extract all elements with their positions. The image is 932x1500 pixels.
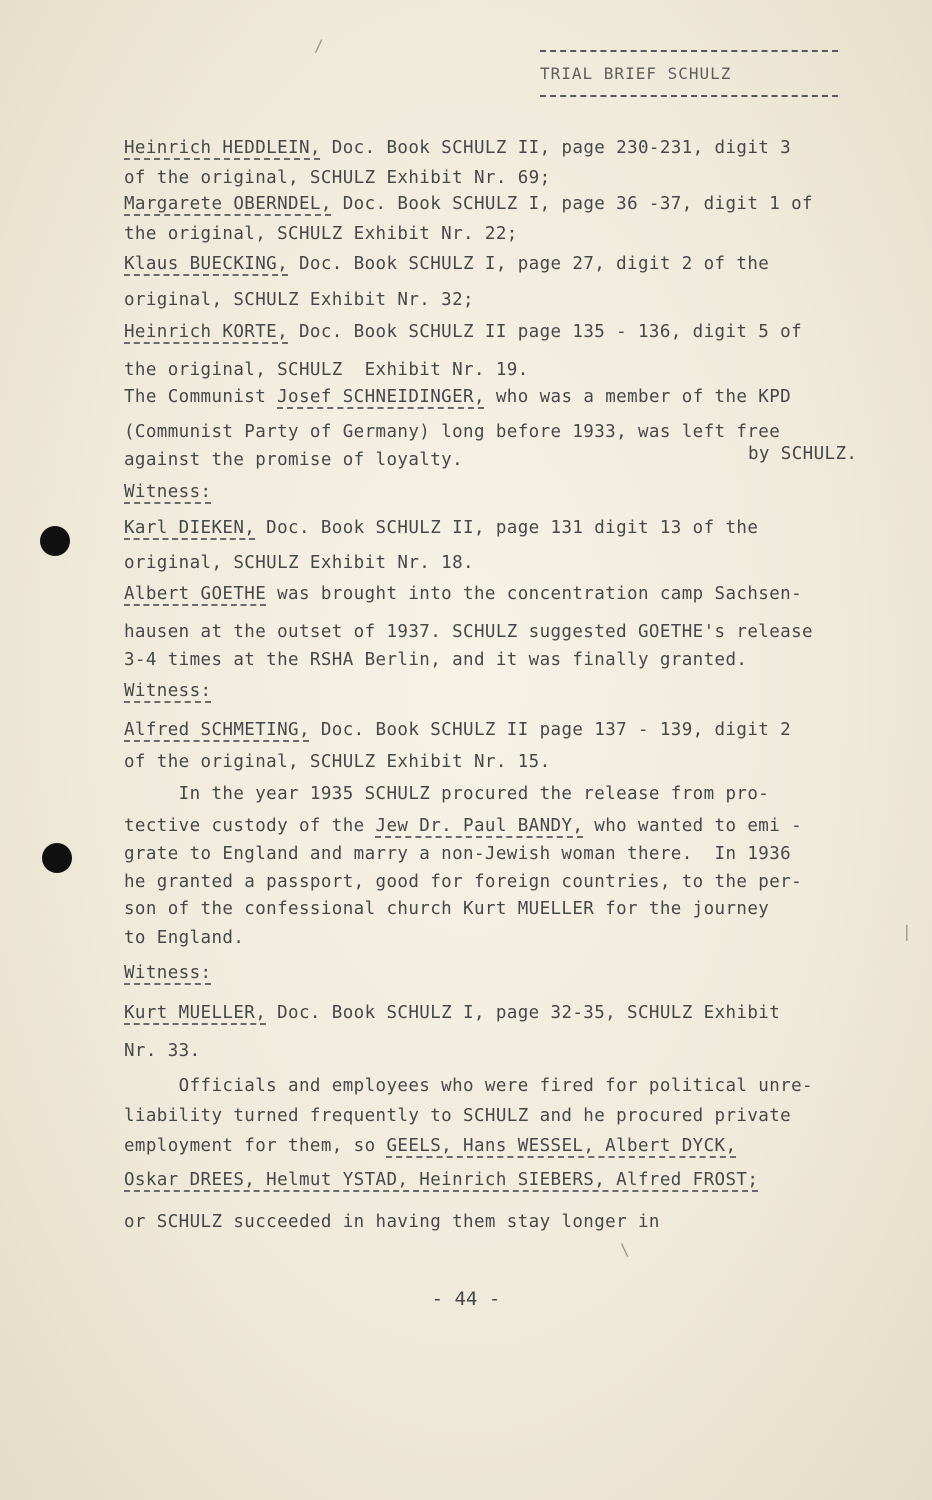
text-line [124, 586, 864, 604]
text-segment: Doc. Book SCHULZ II, page 131 digit 13 of the [255, 518, 759, 538]
underlined-name: Heinrich KORTE, [124, 322, 289, 342]
text-segment: In the year 1935 SCHULZ procured the release from pro- [124, 784, 770, 804]
text-segment: of the original, SCHULZ Exhibit Nr. 69; [124, 168, 551, 188]
text-segment: Doc. Book SCHULZ II page 137 - 139, digit 2 [309, 720, 792, 740]
header-rule-top [540, 50, 838, 52]
text-line [124, 140, 864, 158]
underlined-name: Witness: [124, 681, 212, 701]
text-segment: liability turned frequently to SCHULZ and he procured private [124, 1106, 792, 1126]
pen-mark: / [314, 36, 324, 55]
text-segment: the original, SCHULZ Exhibit Nr. 19. [124, 360, 529, 380]
text-line [124, 624, 864, 642]
underlined-name: Margarete OBERNDEL, [124, 194, 332, 214]
text-line [124, 1005, 864, 1023]
text-line [124, 965, 864, 983]
underlined-name: Witness: [124, 963, 212, 983]
text-segment: original, SCHULZ Exhibit Nr. 18. [124, 553, 474, 573]
text-segment: Doc. Book SCHULZ II page 135 - 136, digit 5 of [288, 322, 803, 342]
pen-mark: \ [620, 1240, 630, 1259]
text-line [124, 683, 864, 701]
text-line [124, 818, 864, 836]
text-segment: Doc. Book SCHULZ I, page 36 -37, digit 1 of [331, 194, 813, 214]
text-segment: or SCHULZ succeeded in having them stay longer in [124, 1212, 660, 1232]
text-line [124, 1214, 864, 1232]
text-line [124, 555, 864, 573]
underlined-name: Witness: [124, 482, 212, 502]
underlined-name: Karl DIEKEN, [124, 518, 256, 538]
text-line [124, 1043, 864, 1061]
text-line [124, 874, 864, 892]
text-segment: employment for them, so [124, 1136, 387, 1156]
underlined-name: Josef SCHNEIDINGER, [277, 387, 485, 407]
text-line [124, 170, 864, 188]
text-segment: Doc. Book SCHULZ II, page 230-231, digit 3 [320, 138, 792, 158]
text-line [124, 324, 864, 342]
text-segment: son of the confessional church Kurt MUELLER for the journey [124, 899, 770, 919]
text-line [124, 424, 864, 442]
header-rule-bottom [540, 95, 838, 97]
underlined-name: Kurt MUELLER, [124, 1003, 267, 1023]
underlined-name: Alfred SCHMETING, [124, 720, 310, 740]
text-segment: Officials and employees who were fired for political unre- [124, 1076, 813, 1096]
underlined-name: Oskar DREES, Helmut YSTAD, Heinrich SIEBERS, Alfred FROST; [124, 1170, 759, 1190]
text-segment: who wanted to emi - [583, 816, 803, 836]
text-segment: original, SCHULZ Exhibit Nr. 32; [124, 290, 474, 310]
text-line [124, 484, 864, 502]
text-segment: Doc. Book SCHULZ I, page 27, digit 2 of the [288, 254, 770, 274]
text-segment: tective custody of the [124, 816, 376, 836]
text-line [124, 362, 864, 380]
text-segment: hausen at the outset of 1937. SCHULZ suggested GOETHE's release [124, 622, 813, 642]
underlined-name: Albert GOETHE [124, 584, 267, 604]
text-segment: the original, SCHULZ Exhibit Nr. 22; [124, 224, 518, 244]
text-segment: against the promise of loyalty. [124, 450, 464, 470]
text-line [124, 1108, 864, 1126]
text-line [124, 722, 864, 740]
text-line [124, 520, 864, 538]
text-segment: was brought into the concentration camp Sachsen- [266, 584, 803, 604]
pen-mark: | [902, 922, 912, 941]
text-line [124, 1172, 864, 1190]
text-segment: Nr. 33. [124, 1041, 201, 1061]
underlined-name: GEELS, Hans WESSEL, Albert DYCK, [386, 1136, 737, 1156]
underlined-name: Heinrich HEDDLEIN, [124, 138, 321, 158]
text-segment: of the original, SCHULZ Exhibit Nr. 15. [124, 752, 551, 772]
text-segment: (Communist Party of Germany) long before 1933, was left free [124, 422, 781, 442]
text-segment: he granted a passport, good for foreign countries, to the per- [124, 872, 803, 892]
text-segment: The Communist [124, 387, 278, 407]
text-line [124, 786, 864, 804]
underlined-name: Klaus BUECKING, [124, 254, 289, 274]
punch-hole [40, 526, 70, 556]
page-number: - 44 - [431, 1288, 501, 1310]
text-segment: who was a member of the KPD [484, 387, 792, 407]
text-line [124, 901, 864, 919]
text-line [124, 930, 864, 948]
text-line [124, 196, 864, 214]
text-line [124, 292, 864, 310]
header-title: TRIAL BRIEF SCHULZ [540, 64, 732, 83]
text-line [124, 1138, 864, 1156]
text-line [124, 652, 864, 670]
side-note: by SCHULZ. [748, 444, 858, 464]
text-line [124, 846, 864, 864]
text-line [124, 1078, 864, 1096]
text-segment: grate to England and marry a non-Jewish woman there. In 1936 [124, 844, 792, 864]
text-segment: to England. [124, 928, 245, 948]
text-line [124, 389, 864, 407]
underlined-name: Jew Dr. Paul BANDY, [375, 816, 584, 836]
text-segment: Doc. Book SCHULZ I, page 32-35, SCHULZ Exhibit [266, 1003, 781, 1023]
text-line [124, 754, 864, 772]
text-segment: 3-4 times at the RSHA Berlin, and it was finally granted. [124, 650, 748, 670]
punch-hole [42, 843, 72, 873]
text-line [124, 256, 864, 274]
text-line [124, 226, 864, 244]
